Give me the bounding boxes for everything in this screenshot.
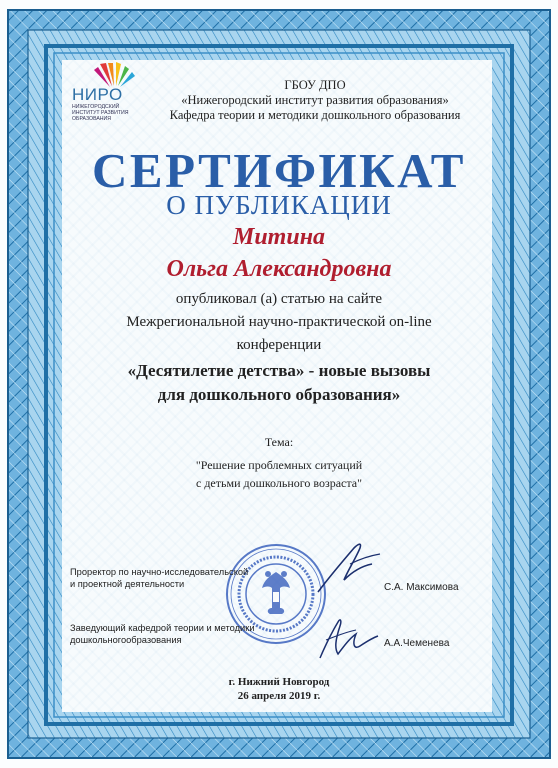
signatory-2-role-line-2: дошкольногообразования: [70, 635, 182, 645]
recipient-given-name: Ольга Александровна: [166, 256, 392, 282]
logo-name: НИРО: [72, 85, 123, 104]
topic-line-2: с детьми дошкольного возраста": [196, 476, 362, 490]
body-line-3: конференции: [236, 337, 322, 353]
body-line-1: опубликовал (а) статью на сайте: [175, 291, 383, 307]
body-line-2: Межрегиональной научно-практической on-line: [126, 314, 432, 330]
topic-label: Тема:: [264, 435, 294, 449]
header-org-type: ГБОУ ДПО: [284, 78, 346, 92]
signatory-1-role-line-1: Проректор по научно-исследовательской: [70, 567, 249, 577]
recipient-surname: Митина: [232, 224, 326, 250]
conference-title-line-1: «Десятилетие детства» - новые вызовы: [127, 361, 431, 380]
logo-subtitle: НИЖЕГОРОДСКИЙ ИНСТИТУТ РАЗВИТИЯ ОБРАЗОВАНИЯ: [72, 104, 129, 122]
signatory-1-name: С.А. Максимова: [384, 582, 459, 593]
signatory-2-name: А.А.Чеменева: [384, 638, 450, 649]
conference-title-line-2: для дошкольного образования»: [157, 385, 401, 404]
signature-1-handwritten: [312, 536, 386, 598]
footer-city: г. Нижний Новгород: [228, 676, 330, 688]
header-department: Кафедра теории и методики дошкольного образования: [169, 108, 461, 122]
certificate-subtitle: О ПУБЛИКАЦИИ: [166, 190, 392, 220]
signatory-2-role-line-1: Заведующий кафедрой теории и методики: [70, 623, 255, 633]
signatory-1-role-line-2: и проектной деятельности: [70, 579, 185, 589]
header-org-name: «Нижегородский институт развития образования»: [181, 93, 449, 107]
footer-date: 26 апреля 2019 г.: [237, 690, 321, 702]
topic-line-1: "Решение проблемных ситуаций: [195, 458, 363, 472]
certificate-title: СЕРТИФИКАТ: [92, 143, 466, 198]
signature-2-handwritten: [316, 614, 386, 670]
